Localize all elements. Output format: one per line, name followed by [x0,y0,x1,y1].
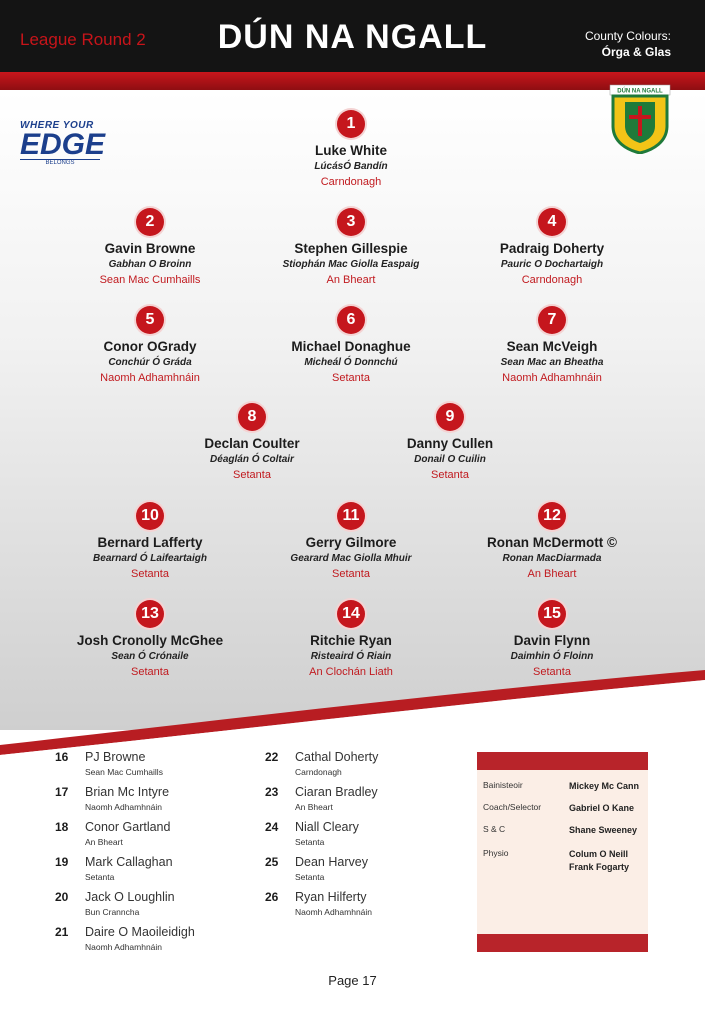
player-club: Carndonagh [320,176,382,188]
player-club: Setanta [131,568,169,580]
substitute-club: Setanta [295,872,325,882]
player-number-badge: 4 [538,208,566,236]
substitute-club: Naomh Adhamhnáin [295,907,373,917]
player-name: Gerry Gilmore [305,535,397,550]
substitute-name: Jack O Loughlin [85,890,175,904]
header-red-band [0,72,705,90]
staff-name: Colum O Neill Frank Fogarty [569,849,630,872]
player-irish-name: Ronan MacDiarmada [502,553,602,564]
player-card [50,600,250,681]
substitute-name: Ciaran Bradley [295,785,378,799]
player-name: Josh Cronolly McGhee [76,633,224,648]
player-number-badge: 11 [337,502,365,530]
player-irish-name: Donail O Cuilin [414,454,486,465]
player-club: An Bheart [326,274,376,286]
player-number-badge: 5 [136,306,164,334]
player-club: Setanta [131,666,169,678]
substitute-name: Ryan Hilferty [295,890,367,904]
substitute-number: 21 [55,925,69,939]
page-number: Page 17 [328,973,377,988]
player-club: An Bheart [527,568,577,580]
substitute-name: Conor Gartland [85,820,171,834]
substitute-name: Brian Mc Intyre [85,785,170,799]
management-panel-top-bar [477,752,648,770]
page-header [0,0,705,72]
player-name: Conor OGrady [103,339,197,354]
substitute-name: Dean Harvey [295,855,368,869]
player-card [452,208,652,289]
player-card [452,306,652,387]
player-irish-name: Risteaird Ó Riain [310,651,392,662]
staff-role: Physio [483,848,509,858]
staff-role: S & C [483,824,506,834]
player-club: Naomh Adhamhnáin [502,372,602,384]
player-club: Setanta [233,469,271,481]
player-irish-name: LúcásÓ Bandín [314,161,388,172]
substitute-club: Bun Cranncha [85,907,140,917]
player-club: An Clochán Liath [309,666,393,678]
player-name: Sean McVeigh [506,339,598,354]
staff-name: Mickey Mc Cann [569,781,640,791]
player-name: Danny Cullen [406,436,494,451]
substitute-club: Sean Mac Cumhaills [85,767,163,777]
player-irish-name: Sean Mac an Bheatha [500,357,604,368]
substitute-number: 24 [265,820,279,834]
player-card [251,600,451,681]
substitute-club: Setanta [85,872,115,882]
svg-text:DÚN NA NGALL: DÚN NA NGALL [617,88,663,95]
county-crest [609,84,671,154]
staff-role: Coach/Selector [483,802,542,812]
player-card [251,208,451,289]
player-club: Setanta [332,372,370,384]
player-number-badge: 15 [538,600,566,628]
substitute-number: 18 [55,820,69,834]
substitute-name: Mark Callaghan [85,855,173,869]
staff-name: Gabriel O Kane [569,803,635,813]
substitute-name: PJ Browne [85,750,146,764]
substitute-club: An Bheart [295,802,333,812]
substitute-club: Carndonagh [295,767,342,777]
player-card [50,306,250,387]
county-colours-label: County Colours: [584,29,671,43]
substitute-number: 17 [55,785,69,799]
player-club: Setanta [533,666,571,678]
player-number-badge: 13 [136,600,164,628]
substitute-club: Naomh Adhamhnáin [85,942,163,952]
substitute-name: Cathal Doherty [295,750,379,764]
player-number-badge: 8 [238,403,266,431]
county-colours-value: Órga & Glas [601,45,671,59]
player-card [251,110,451,191]
player-number-badge: 7 [538,306,566,334]
substitute-number: 26 [265,890,279,904]
management-panel-bottom-bar [477,934,648,952]
player-number-badge: 6 [337,306,365,334]
player-card [251,306,451,387]
player-irish-name: Stiophán Mac Giolla Easpaig [282,259,420,270]
player-card [452,502,652,583]
sponsor-logo-line1: WHERE YOUR [20,120,94,131]
player-irish-name: Daimhin Ó Floinn [510,651,594,662]
league-round-label: League Round 2 [20,30,146,49]
player-irish-name: Bearnard Ó Laifeartaigh [93,553,207,564]
player-irish-name: Déaglán Ó Coltair [210,454,294,465]
player-name: Ronan McDermott © [487,535,617,550]
player-number-badge: 1 [337,110,365,138]
substitute-number: 19 [55,855,69,869]
staff-name: Shane Sweeney [569,825,638,835]
substitute-number: 23 [265,785,279,799]
player-number-badge: 2 [136,208,164,236]
substitute-name: Daire O Maoileidigh [85,925,195,939]
player-club: Setanta [332,568,370,580]
substitute-number: 25 [265,855,279,869]
substitute-number: 22 [265,750,279,764]
player-name: Gavin Browne [104,241,196,256]
player-club: Carndonagh [521,274,583,286]
player-irish-name: Gearard Mac Giolla Mhuir [290,553,412,564]
substitute-name: Niall Cleary [295,820,359,834]
substitute-club: An Bheart [85,837,123,847]
player-name: Luke White [314,143,387,158]
player-card [452,600,652,681]
player-irish-name: Gabhan O Broinn [108,259,192,270]
player-card [50,208,250,289]
sponsor-logo-line3: BELONGS [20,159,100,166]
player-card [251,502,451,583]
player-irish-name: Micheál Ó Donnchú [304,357,398,368]
player-name: Declan Coulter [204,436,300,451]
player-card [152,403,352,484]
player-number-badge: 14 [337,600,365,628]
player-name: Bernard Lafferty [97,535,203,550]
player-club: Naomh Adhamhnáin [100,372,200,384]
player-number-badge: 12 [538,502,566,530]
player-name: Stephen Gillespie [294,241,408,256]
player-club: Setanta [431,469,469,481]
sponsor-logo [20,120,110,166]
player-name: Michael Donaghue [291,339,411,354]
substitute-number: 20 [55,890,69,904]
player-number-badge: 3 [337,208,365,236]
player-card [50,502,250,583]
player-number-badge: 10 [136,502,164,530]
sponsor-logo-line2: EDGE [20,128,106,161]
substitute-number: 16 [55,750,69,764]
player-club: Sean Mac Cumhaills [99,274,201,286]
player-number-badge: 9 [436,403,464,431]
substitute-club: Naomh Adhamhnáin [85,802,163,812]
management-panel [477,752,648,952]
substitute-club: Setanta [295,837,325,847]
player-name: Davin Flynn [513,633,591,648]
player-card [350,403,550,484]
player-name: Padraig Doherty [499,241,605,256]
page-title: DÚN NA NGALL [217,18,488,56]
player-irish-name: Sean Ó Crónaile [111,651,189,662]
county-colours [585,28,671,60]
staff-role: Bainisteoir [483,780,523,790]
player-name: Ritchie Ryan [310,633,392,648]
player-irish-name: Pauric O Dochartaigh [500,259,604,270]
player-irish-name: Conchúr Ó Gráda [108,357,192,368]
